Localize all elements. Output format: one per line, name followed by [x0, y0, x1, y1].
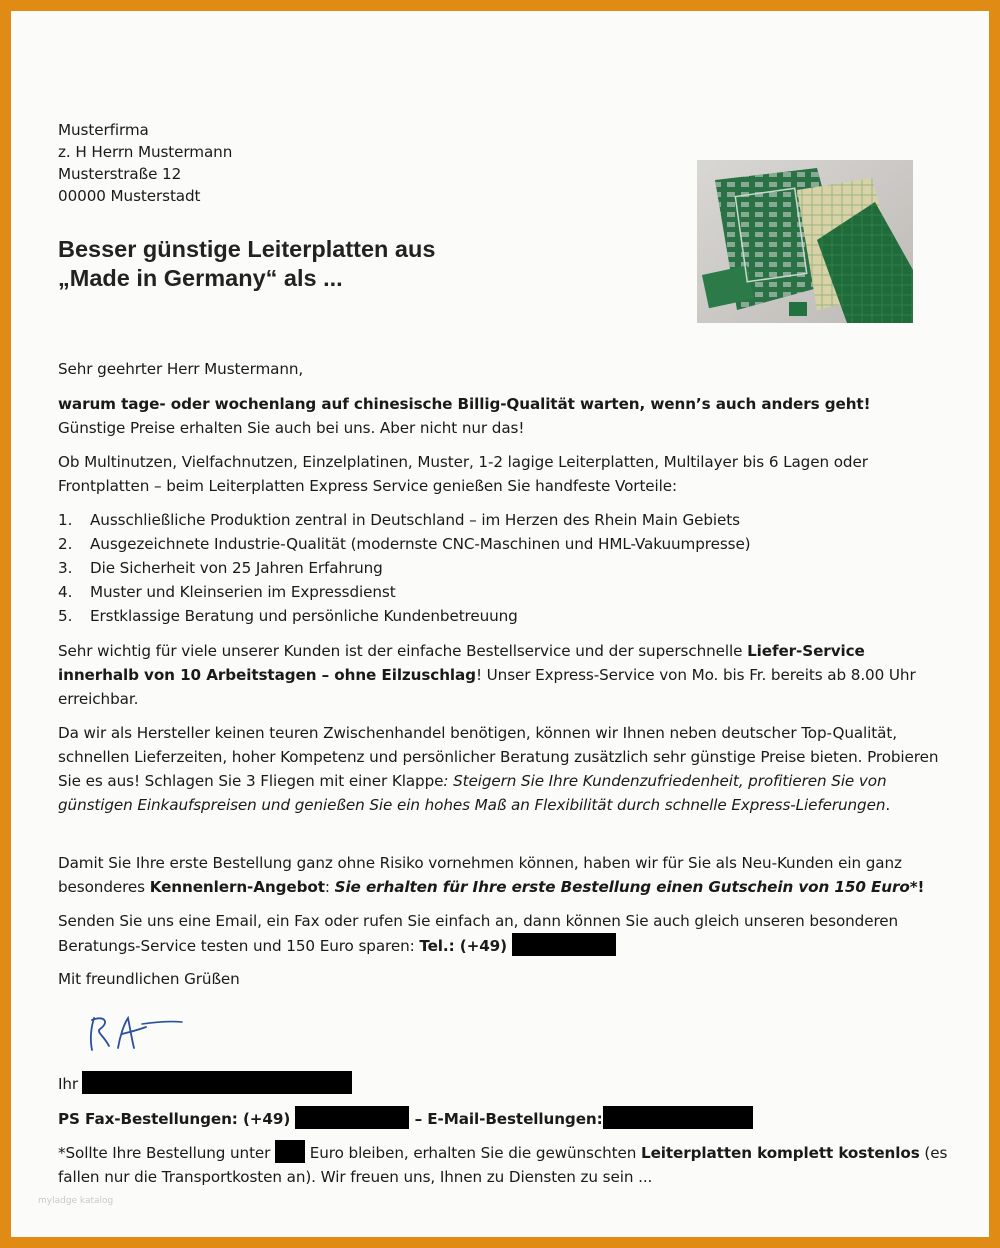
intro-normal: Günstige Preise erhalten Sie auch bei uns. Aber nicht nur das! — [58, 419, 525, 437]
offer-intro: Ob Multinutzen, Vielfachnutzen, Einzelplatinen, Muster, 1-2 lagige Leiterplatten, Multilayer bis 6 Lagen oder Frontplatten – beim Leiterplatten Express Service genießen Sie handfeste Vorteile: — [58, 453, 868, 495]
letter-headline — [58, 235, 435, 293]
list-item: 5. Erstklassige Beratung und persönliche Kundenbetreuung — [58, 607, 518, 625]
address-street: Musterstraße 12 — [58, 165, 182, 183]
intro-bold: warum tage- oder wochenlang auf chinesische Billig-Qualität warten, wenn’s auch anders geht! — [58, 395, 871, 413]
list-item: 1. Ausschließliche Produktion zentral in Deutschland – im Herzen des Rhein Main Gebiets — [58, 511, 740, 529]
redacted-amount — [275, 1140, 305, 1163]
address-attn: z. H Herrn Mustermann — [58, 143, 233, 161]
list-item: 2. Ausgezeichnete Industrie-Qualität (modernste CNC-Maschinen und HML-Vakuumpresse) — [58, 535, 751, 553]
list-item: 3. Die Sicherheit von 25 Jahren Erfahrung — [58, 559, 383, 577]
headline-line-2: „Made in Germany“ als ... — [58, 265, 343, 291]
ps-line: PS Fax-Bestellungen: (+49) – E-Mail-Bestellungen: — [58, 1106, 948, 1131]
closing: Mit freundlichen Grüßen — [58, 970, 240, 988]
handwritten-signature — [80, 1012, 190, 1060]
phone-label: Tel.: (+49) — [419, 937, 507, 955]
pcb-photo — [697, 160, 913, 323]
salutation: Sehr geehrter Herr Mustermann, — [58, 360, 304, 378]
headline-line-1: Besser günstige Leiterplatten aus — [58, 236, 436, 262]
intro-paragraph — [58, 392, 948, 440]
redacted-phone — [512, 933, 616, 956]
manufacturer-paragraph: Da wir als Hersteller keinen teuren Zwischenhandel benötigen, können wir Ihnen neben deutscher Top-Qualität, schnellen Lieferzeiten, hoher Kompetenz und persönlicher Beratung zusätzlich sehr günstige Preise bieten. Probieren Sie es aus! Schlagen Sie 3 Fliegen mit einer Klappe: Steigern Sie Ihre Kundenzufriedenheit, profitieren Sie von günstigen Einkaufspreisen und genießen Sie ein hohes Maß an Flexibilität durch schnelle Express-Lieferungen. — [58, 724, 939, 814]
address-company: Musterfirma — [58, 121, 149, 139]
footnote: *Sollte Ihre Bestellung unter Euro bleiben, erhalten Sie die gewünschten Leiterplatten komplett kostenlos (es fallen nur die Transportkosten an). Wir freuen uns, Ihnen zu Diensten zu sein ... — [58, 1140, 948, 1189]
contact-paragraph: Senden Sie uns eine Email, ein Fax oder rufen Sie einfach an, dann können Sie auch gleich unseren besonderen Beratungs-Service testen und 150 Euro sparen: Tel.: (+49) — [58, 912, 899, 955]
recipient-address — [58, 119, 232, 207]
benefits-list — [58, 508, 751, 628]
address-city: 00000 Musterstadt — [58, 187, 201, 205]
redacted-fax — [295, 1106, 409, 1129]
redacted-email — [603, 1106, 753, 1129]
watermark: myladge katalog — [38, 1196, 114, 1206]
redacted-name — [82, 1071, 352, 1094]
signoff: Ihr — [58, 1071, 948, 1096]
offer-paragraph: Damit Sie Ihre erste Bestellung ganz ohne Risiko vornehmen können, haben wir für Sie als Neu-Kunden ein ganz besonderes Kennenlern-Angebot: Sie erhalten für Ihre erste Bestellung einen Gutschein von 150 Euro*! — [58, 854, 925, 896]
service-paragraph: Sehr wichtig für viele unserer Kunden ist der einfache Bestellservice und der superschnelle Liefer-Service innerhalb von 10 Arbeitstagen – ohne Eilzuschlag! Unser Express-Service von Mo. bis Fr. bereits ab 8.00 Uhr erreichbar. — [58, 642, 916, 708]
list-item: 4. Muster und Kleinserien im Expressdienst — [58, 583, 396, 601]
